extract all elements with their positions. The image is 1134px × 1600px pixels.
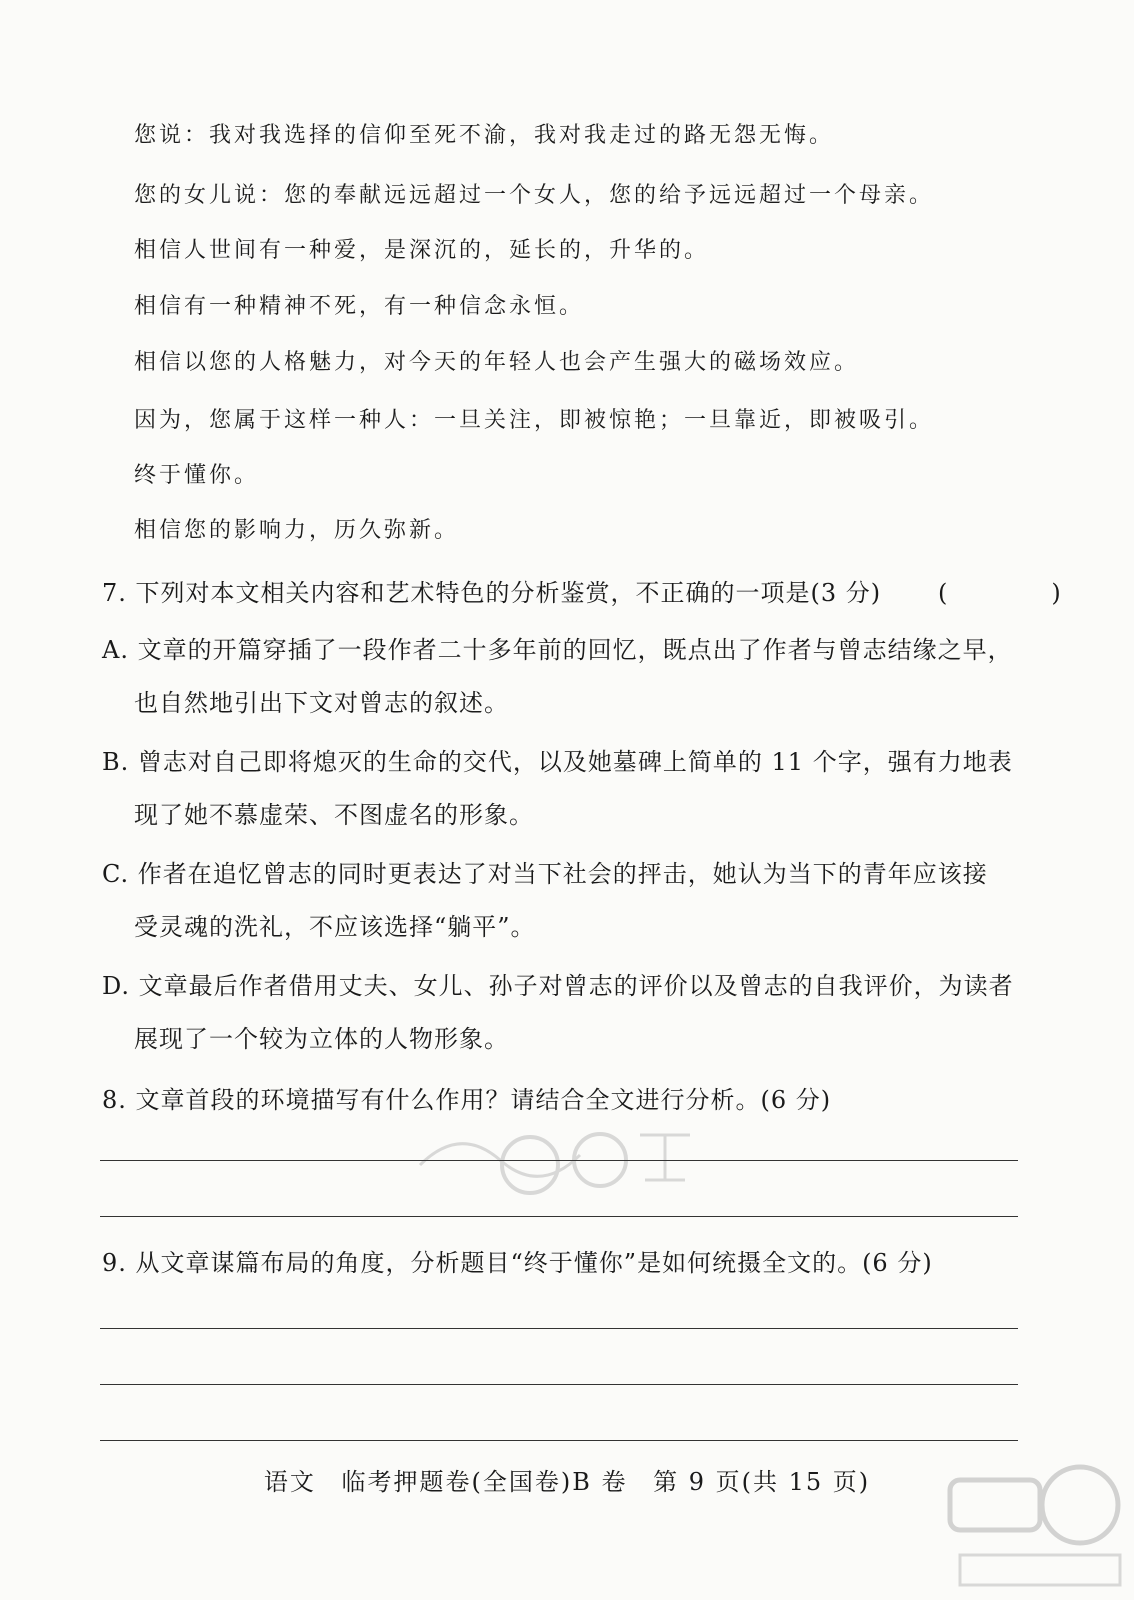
- answer-line-q9-1: [100, 1328, 1018, 1329]
- poem-line-8: 相信您的影响力，历久弥新。: [134, 518, 460, 543]
- footer-page-number: 第 9 页(共 15 页): [653, 1468, 871, 1496]
- footer-paper-name: 临考押题卷(全国卷)B 卷: [341, 1468, 628, 1496]
- option-c-line-1: C. 作者在追忆曾志的同时更表达了对当下社会的抨击，她认为当下的青年应该接: [102, 860, 988, 888]
- answer-bracket: ( ): [938, 579, 1101, 607]
- answer-line-q8-1: [100, 1160, 1018, 1161]
- question-9-stem: 9. 从文章谋篇布局的角度，分析题目“终于懂你”是如何统摄全文的。(6 分): [102, 1249, 933, 1277]
- poem-line-3: 相信人世间有一种爱，是深沉的，延长的，升华的。: [134, 238, 710, 263]
- watermark-corner-logo: [930, 1450, 1134, 1600]
- answer-line-q9-2: [100, 1384, 1018, 1385]
- question-7-stem: 7. 下列对本文相关内容和艺术特色的分析鉴赏，不正确的一项是(3 分): [102, 579, 882, 607]
- option-a-line-2: 也自然地引出下文对曾志的叙述。: [134, 689, 509, 717]
- option-b-line-2: 现了她不慕虚荣、不图虚名的形象。: [134, 801, 534, 829]
- poem-line-2: 您的女儿说：您的奉献远远超过一个女人，您的给予远远超过一个母亲。: [134, 183, 935, 208]
- poem-line-5: 相信以您的人格魅力，对今天的年轻人也会产生强大的磁场效应。: [134, 350, 860, 375]
- poem-line-6: 因为，您属于这样一种人：一旦关注，即被惊艳；一旦靠近，即被吸引。: [134, 408, 935, 433]
- poem-line-4: 相信有一种精神不死，有一种信念永恒。: [134, 294, 585, 319]
- option-b-line-1: B. 曾志对自己即将熄灭的生命的交代，以及她墓碑上简单的 11 个字，强有力地表: [102, 748, 1013, 776]
- answer-line-q8-2: [100, 1216, 1018, 1217]
- answer-line-q9-3: [100, 1440, 1018, 1441]
- option-d-line-1: D. 文章最后作者借用丈夫、女儿、孙子对曾志的评价以及曾志的自我评价，为读者: [102, 972, 1014, 1000]
- option-a-line-1: A. 文章的开篇穿插了一段作者二十多年前的回忆，既点出了作者与曾志结缘之早，: [102, 636, 1013, 664]
- option-c-line-2: 受灵魂的洗礼，不应该选择“躺平”。: [134, 913, 536, 941]
- question-8-stem: 8. 文章首段的环境描写有什么作用？请结合全文进行分析。(6 分): [102, 1086, 832, 1114]
- option-d-line-2: 展现了一个较为立体的人物形象。: [134, 1025, 509, 1053]
- poem-line-7: 终于懂你。: [134, 463, 260, 488]
- footer-subject: 语文: [263, 1468, 316, 1496]
- watermark-logo: [400, 1105, 720, 1205]
- poem-line-1: 您说：我对我选择的信仰至死不渝，我对我走过的路无怨无悔。: [134, 123, 835, 148]
